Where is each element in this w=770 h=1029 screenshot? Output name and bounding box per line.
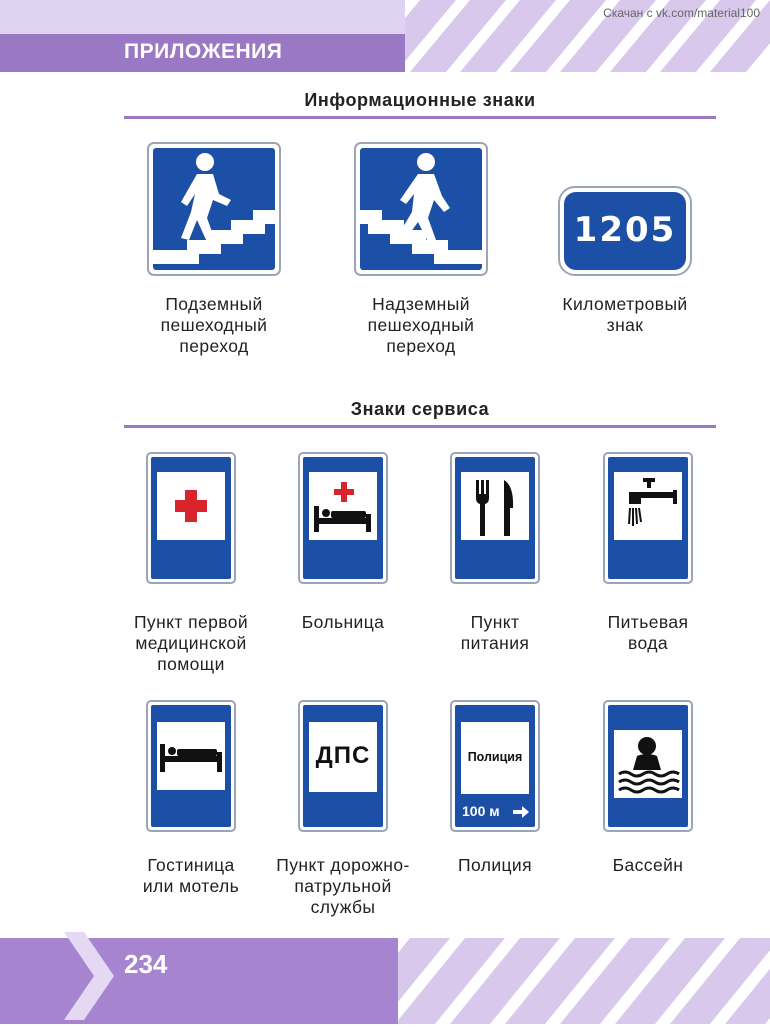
caption-line: пешеходный xyxy=(367,315,475,335)
police-label: Полиция xyxy=(467,750,523,764)
arrow-right-icon xyxy=(512,806,530,818)
caption-underground-crossing xyxy=(134,294,294,357)
caption-line: или мотель xyxy=(142,876,240,896)
page-number: 234 xyxy=(124,949,168,979)
caption-line: переход xyxy=(386,336,456,356)
caption-line: Гостиница xyxy=(147,855,235,875)
caption-line: Надземный xyxy=(372,294,470,314)
caption-line: патрульной xyxy=(294,876,392,896)
caption-kilometer xyxy=(540,294,710,336)
hospital-icon xyxy=(298,452,388,584)
section-title-service: Знаки сервиса xyxy=(350,399,490,419)
caption-line: помощи xyxy=(157,654,225,674)
overground-crossing-icon xyxy=(354,142,488,276)
caption-line: переход xyxy=(179,336,249,356)
caption-line: Километровый xyxy=(562,294,688,314)
caption-line: Пункт дорожно- xyxy=(276,855,410,875)
caption-line: Пункт первой xyxy=(133,612,249,632)
chevron-right-icon xyxy=(60,930,116,1022)
caption-line: медицинской xyxy=(135,633,247,653)
caption-drinking-water xyxy=(573,612,723,654)
police-icon xyxy=(450,700,540,832)
caption-first-aid xyxy=(116,612,266,675)
caption-line: пешеходный xyxy=(160,315,268,335)
caption-line: службы xyxy=(310,897,376,917)
caption-swimming-pool xyxy=(573,855,723,876)
caption-line: вода xyxy=(628,633,668,653)
caption-hotel xyxy=(116,855,266,897)
underground-crossing-icon xyxy=(147,142,281,276)
page-section-title: ПРИЛОЖЕНИЯ xyxy=(124,40,283,63)
kilometer-number: 1205 xyxy=(573,210,677,250)
section-title-information: Информационные знаки xyxy=(304,90,536,110)
caption-police xyxy=(420,855,570,876)
caption-line: Бассейн xyxy=(612,855,684,875)
caption-dps xyxy=(258,855,428,918)
food-icon xyxy=(450,452,540,584)
dps-label: ДПС xyxy=(315,742,371,769)
caption-food xyxy=(420,612,570,654)
kilometer-sign-icon xyxy=(558,186,692,276)
caption-line: Пункт xyxy=(470,612,520,632)
caption-overground-crossing xyxy=(341,294,501,357)
caption-line: Питьевая xyxy=(607,612,689,632)
section-divider xyxy=(124,116,716,119)
swimming-pool-icon xyxy=(603,700,693,832)
caption-line: знак xyxy=(606,315,644,335)
watermark: Скачан с vk.com/material100 xyxy=(603,6,760,20)
dps-icon xyxy=(298,700,388,832)
caption-hospital xyxy=(268,612,418,633)
section-divider xyxy=(124,425,716,428)
caption-line: Больница xyxy=(301,612,385,632)
caption-line: питания xyxy=(460,633,530,653)
police-distance: 100 м xyxy=(462,803,500,819)
hotel-icon xyxy=(146,700,236,832)
caption-line: Полиция xyxy=(458,855,532,875)
drinking-water-icon xyxy=(603,452,693,584)
caption-line: Подземный xyxy=(165,294,263,314)
first-aid-icon xyxy=(146,452,236,584)
